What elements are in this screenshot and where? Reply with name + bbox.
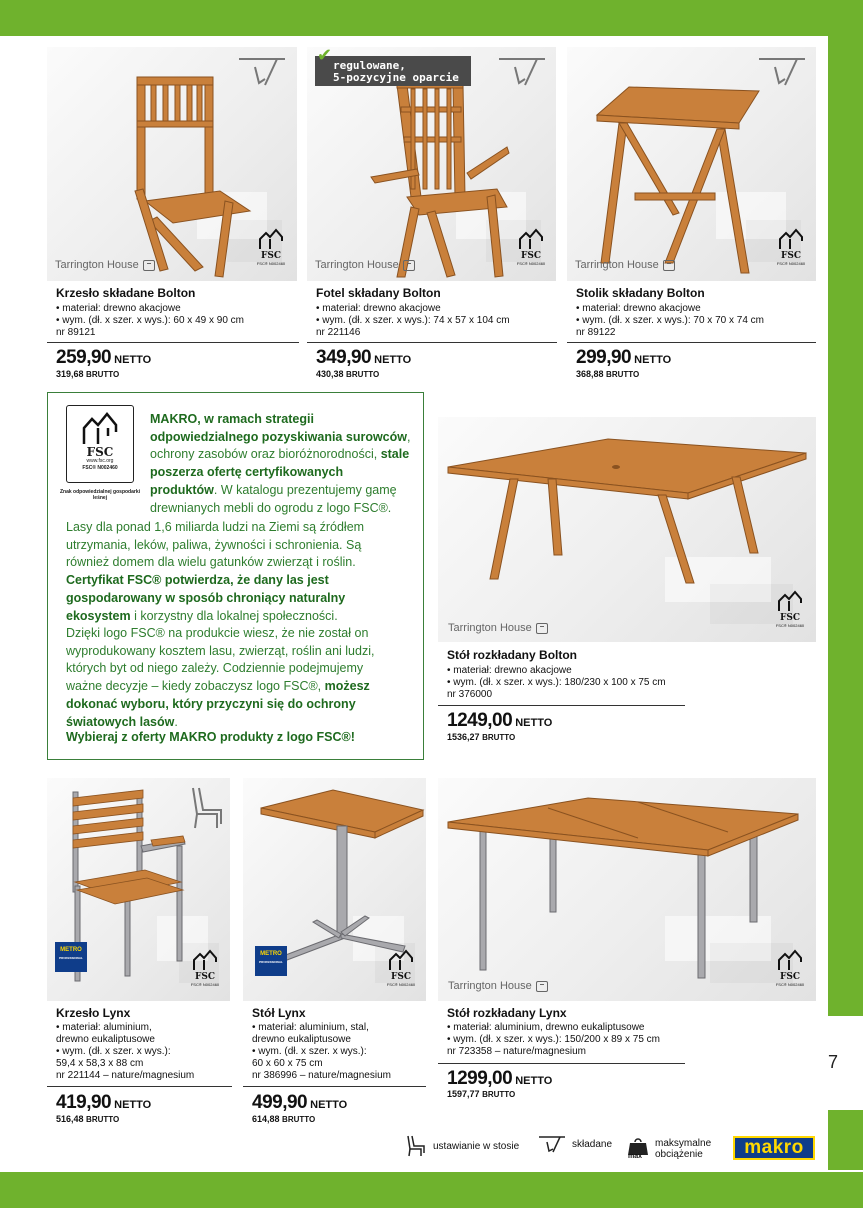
product-spec: 59,4 x 58,3 x 88 cm <box>56 1058 144 1069</box>
tarrington-house-icon <box>536 623 548 634</box>
folding-icon <box>757 55 807 89</box>
price-brutto: 516,48 BRUTTO <box>56 1114 120 1124</box>
product-image-table-bolton[interactable] <box>567 47 816 281</box>
green-bottom-band <box>0 1172 863 1208</box>
fsc-logo: FSC FSC® N002460 <box>187 948 223 992</box>
product-spec: • materiał: aluminium, stal, <box>252 1022 369 1033</box>
adjustable-backrest-badge: ✔ regulowane, 5-pozycyjne oparcie <box>315 56 471 86</box>
price-netto: 499,90 NETTO <box>252 1092 348 1113</box>
product-name: Stół rozkładany Lynx <box>447 1006 567 1020</box>
fsc-choice-text: Dzięki logo FSC® na produkcie wiesz, że nie został on wyprodukowany kosztem lasu, zwierząt, roślin ani ludzi, których byt od niego zależy. Codziennie podejmujemy ważne decyzje – kiedy zobaczysz logo FSC®, możesz dokonać wyboru, który przyczyni się do ochrony światowych lasów. <box>66 626 375 729</box>
brand-label: Tarrington House <box>448 980 548 992</box>
price-brutto: 1597,77 BRUTTO <box>447 1089 516 1099</box>
legend-folding: składane <box>538 1134 612 1154</box>
product-spec: 60 x 60 x 75 cm <box>252 1058 323 1069</box>
price-netto: 1249,00 NETTO <box>447 710 553 731</box>
product-name: Stół rozkładany Bolton <box>447 648 578 662</box>
stackable-icon <box>405 1134 427 1158</box>
metro-professional-logo: METRO PROFESSIONAL <box>255 946 287 976</box>
product-number: nr 89122 <box>576 327 616 338</box>
green-side-band <box>828 36 863 1016</box>
fsc-logo: FSC FSC® N002460 <box>772 948 808 992</box>
product-spec: • wym. (dł. x szer. x wys.): 70 x 70 x 74 cm <box>576 315 764 326</box>
fsc-logo-large: FSC www.fsc.org FSC® N002460 <box>66 405 134 483</box>
fsc-intro-text: MAKRO, w ramach strategii odpowiedzialnego pozyskiwania surowców, ochrony zasobów oraz bioróżnorodności, stale poszerza ofertę certyfikowanych produktów. W katalogu prezentujemy gamę drewnianych mebli do ogrodu z logo FSC®. <box>150 412 411 515</box>
product-spec: • wym. (dł. x szer. x wys.): <box>252 1046 367 1057</box>
product-number: nr 89121 <box>56 327 96 338</box>
price-brutto: 614,88 BRUTTO <box>252 1114 316 1124</box>
reclining-armchair-illustration <box>367 77 537 281</box>
fsc-logo: FSC FSC® N002460 <box>383 948 419 992</box>
weight-icon: max <box>627 1137 649 1161</box>
green-top-band <box>0 0 863 36</box>
tarrington-house-icon <box>403 260 415 271</box>
folding-icon <box>497 55 547 89</box>
product-spec: • wym. (dł. x szer. x wys.): 150/200 x 89 x 75 cm <box>447 1034 661 1045</box>
page-number: 7 <box>828 1052 839 1072</box>
folding-icon <box>237 55 287 89</box>
product-spec: • materiał: aluminium, drewno eukaliptusowe <box>447 1022 645 1033</box>
folding-table-illustration <box>589 83 769 278</box>
fsc-info-box <box>47 392 424 760</box>
legend-stackable: ustawianie w stosie <box>405 1134 519 1158</box>
stackable-icon <box>187 784 225 830</box>
extendable-table-illustration <box>438 437 816 587</box>
makro-logo: makro <box>733 1136 815 1160</box>
brand-label: Tarrington House <box>55 259 155 271</box>
green-side-band-lower <box>828 1110 863 1170</box>
fsc-logo: FSC FSC® N002460 <box>513 227 549 271</box>
divider <box>438 705 685 706</box>
divider <box>47 342 299 343</box>
product-spec: drewno eukaliptusowe <box>252 1034 351 1045</box>
product-name: Krzesło Lynx <box>56 1006 131 1020</box>
fsc-forest-text: Lasy dla ponad 1,6 miliarda ludzi na Ziemi są źródłem utrzymania, leków, paliwa, żywności i schronienia. Są również domem dla wielu gatunków zwierząt i roślin. Certyfikat FSC® potwierdza, że dany las jest gospodarowany w sposób chroniący naturalny ekosystem i korzystny dla lokalnej społeczności. <box>66 520 365 623</box>
brand-label: Tarrington House <box>448 622 548 634</box>
product-image-extendable-table-bolton[interactable] <box>438 417 816 642</box>
fsc-logo-caption: Znak odpowiedzialnej gospodarki leśnej <box>60 489 141 501</box>
price-brutto: 368,88 BRUTTO <box>576 369 640 379</box>
tarrington-house-icon <box>536 981 548 992</box>
fsc-logo: FSC FSC® N002460 <box>773 227 809 271</box>
divider <box>47 1086 232 1087</box>
product-number: nr 376000 <box>447 689 493 700</box>
product-spec: • materiał: drewno akacjowe <box>576 303 701 314</box>
extendable-aluminium-table-illustration <box>438 792 816 982</box>
product-spec: • materiał: aluminium, <box>56 1022 152 1033</box>
product-spec: • wym. (dł. x szer. x wys.): 74 x 57 x 104 cm <box>316 315 510 326</box>
product-name: Krzesło składane Bolton <box>56 286 196 300</box>
brand-label: Tarrington House <box>575 259 675 271</box>
product-name: Stolik składany Bolton <box>576 286 705 300</box>
product-spec: • wym. (dł. x szer. x wys.): 60 x 49 x 90 cm <box>56 315 244 326</box>
product-name: Stół Lynx <box>252 1006 306 1020</box>
product-spec: • materiał: drewno akacjowe <box>447 665 572 676</box>
check-icon: ✔ <box>317 45 333 66</box>
product-spec: • wym. (dł. x szer. x wys.): <box>56 1046 171 1057</box>
product-number: nr 221144 – nature/magnesium <box>56 1070 195 1081</box>
product-number: nr 221146 <box>316 327 361 338</box>
price-netto: 349,90 NETTO <box>316 347 412 368</box>
fsc-closing-text: Wybieraj z oferty MAKRO produkty z logo FSC®! <box>66 730 355 744</box>
tarrington-house-icon <box>143 260 155 271</box>
price-brutto: 1536,27 BRUTTO <box>447 732 516 742</box>
product-image-table-lynx[interactable] <box>243 778 426 1001</box>
fsc-logo: FSC FSC® N002460 <box>253 227 289 271</box>
divider <box>243 1086 426 1087</box>
price-brutto: 430,38 BRUTTO <box>316 369 380 379</box>
bistro-table-illustration <box>253 786 426 966</box>
brand-label: Tarrington House <box>315 259 415 271</box>
tarrington-house-icon <box>663 260 675 271</box>
price-netto: 299,90 NETTO <box>576 347 672 368</box>
divider <box>307 342 557 343</box>
product-number: nr 723358 – nature/magnesium <box>447 1046 586 1057</box>
price-netto: 259,90 NETTO <box>56 347 152 368</box>
product-spec: • materiał: drewno akacjowe <box>56 303 181 314</box>
product-spec: • wym. (dł. x szer. x wys.): 180/230 x 100 x 75 cm <box>447 677 666 688</box>
product-number: nr 386996 – nature/magnesium <box>252 1070 391 1081</box>
product-image-extendable-table-lynx[interactable] <box>438 778 816 1001</box>
legend-max-load: max maksymalne obciążenie <box>628 1138 712 1160</box>
folding-icon <box>538 1134 566 1154</box>
product-image-chair-bolton[interactable] <box>47 47 297 281</box>
product-name: Fotel składany Bolton <box>316 286 441 300</box>
fsc-logo: FSC FSC® N002460 <box>772 589 808 633</box>
price-netto: 1299,00 NETTO <box>447 1068 553 1089</box>
price-netto: 419,90 NETTO <box>56 1092 152 1113</box>
product-spec: drewno eukaliptusowe <box>56 1034 155 1045</box>
product-spec: • materiał: drewno akacjowe <box>316 303 441 314</box>
product-image-chair-lynx[interactable] <box>47 778 230 1001</box>
metro-professional-logo: METRO PROFESSIONAL <box>55 942 87 972</box>
divider <box>438 1063 685 1064</box>
price-brutto: 319,68 BRUTTO <box>56 369 120 379</box>
divider <box>567 342 816 343</box>
